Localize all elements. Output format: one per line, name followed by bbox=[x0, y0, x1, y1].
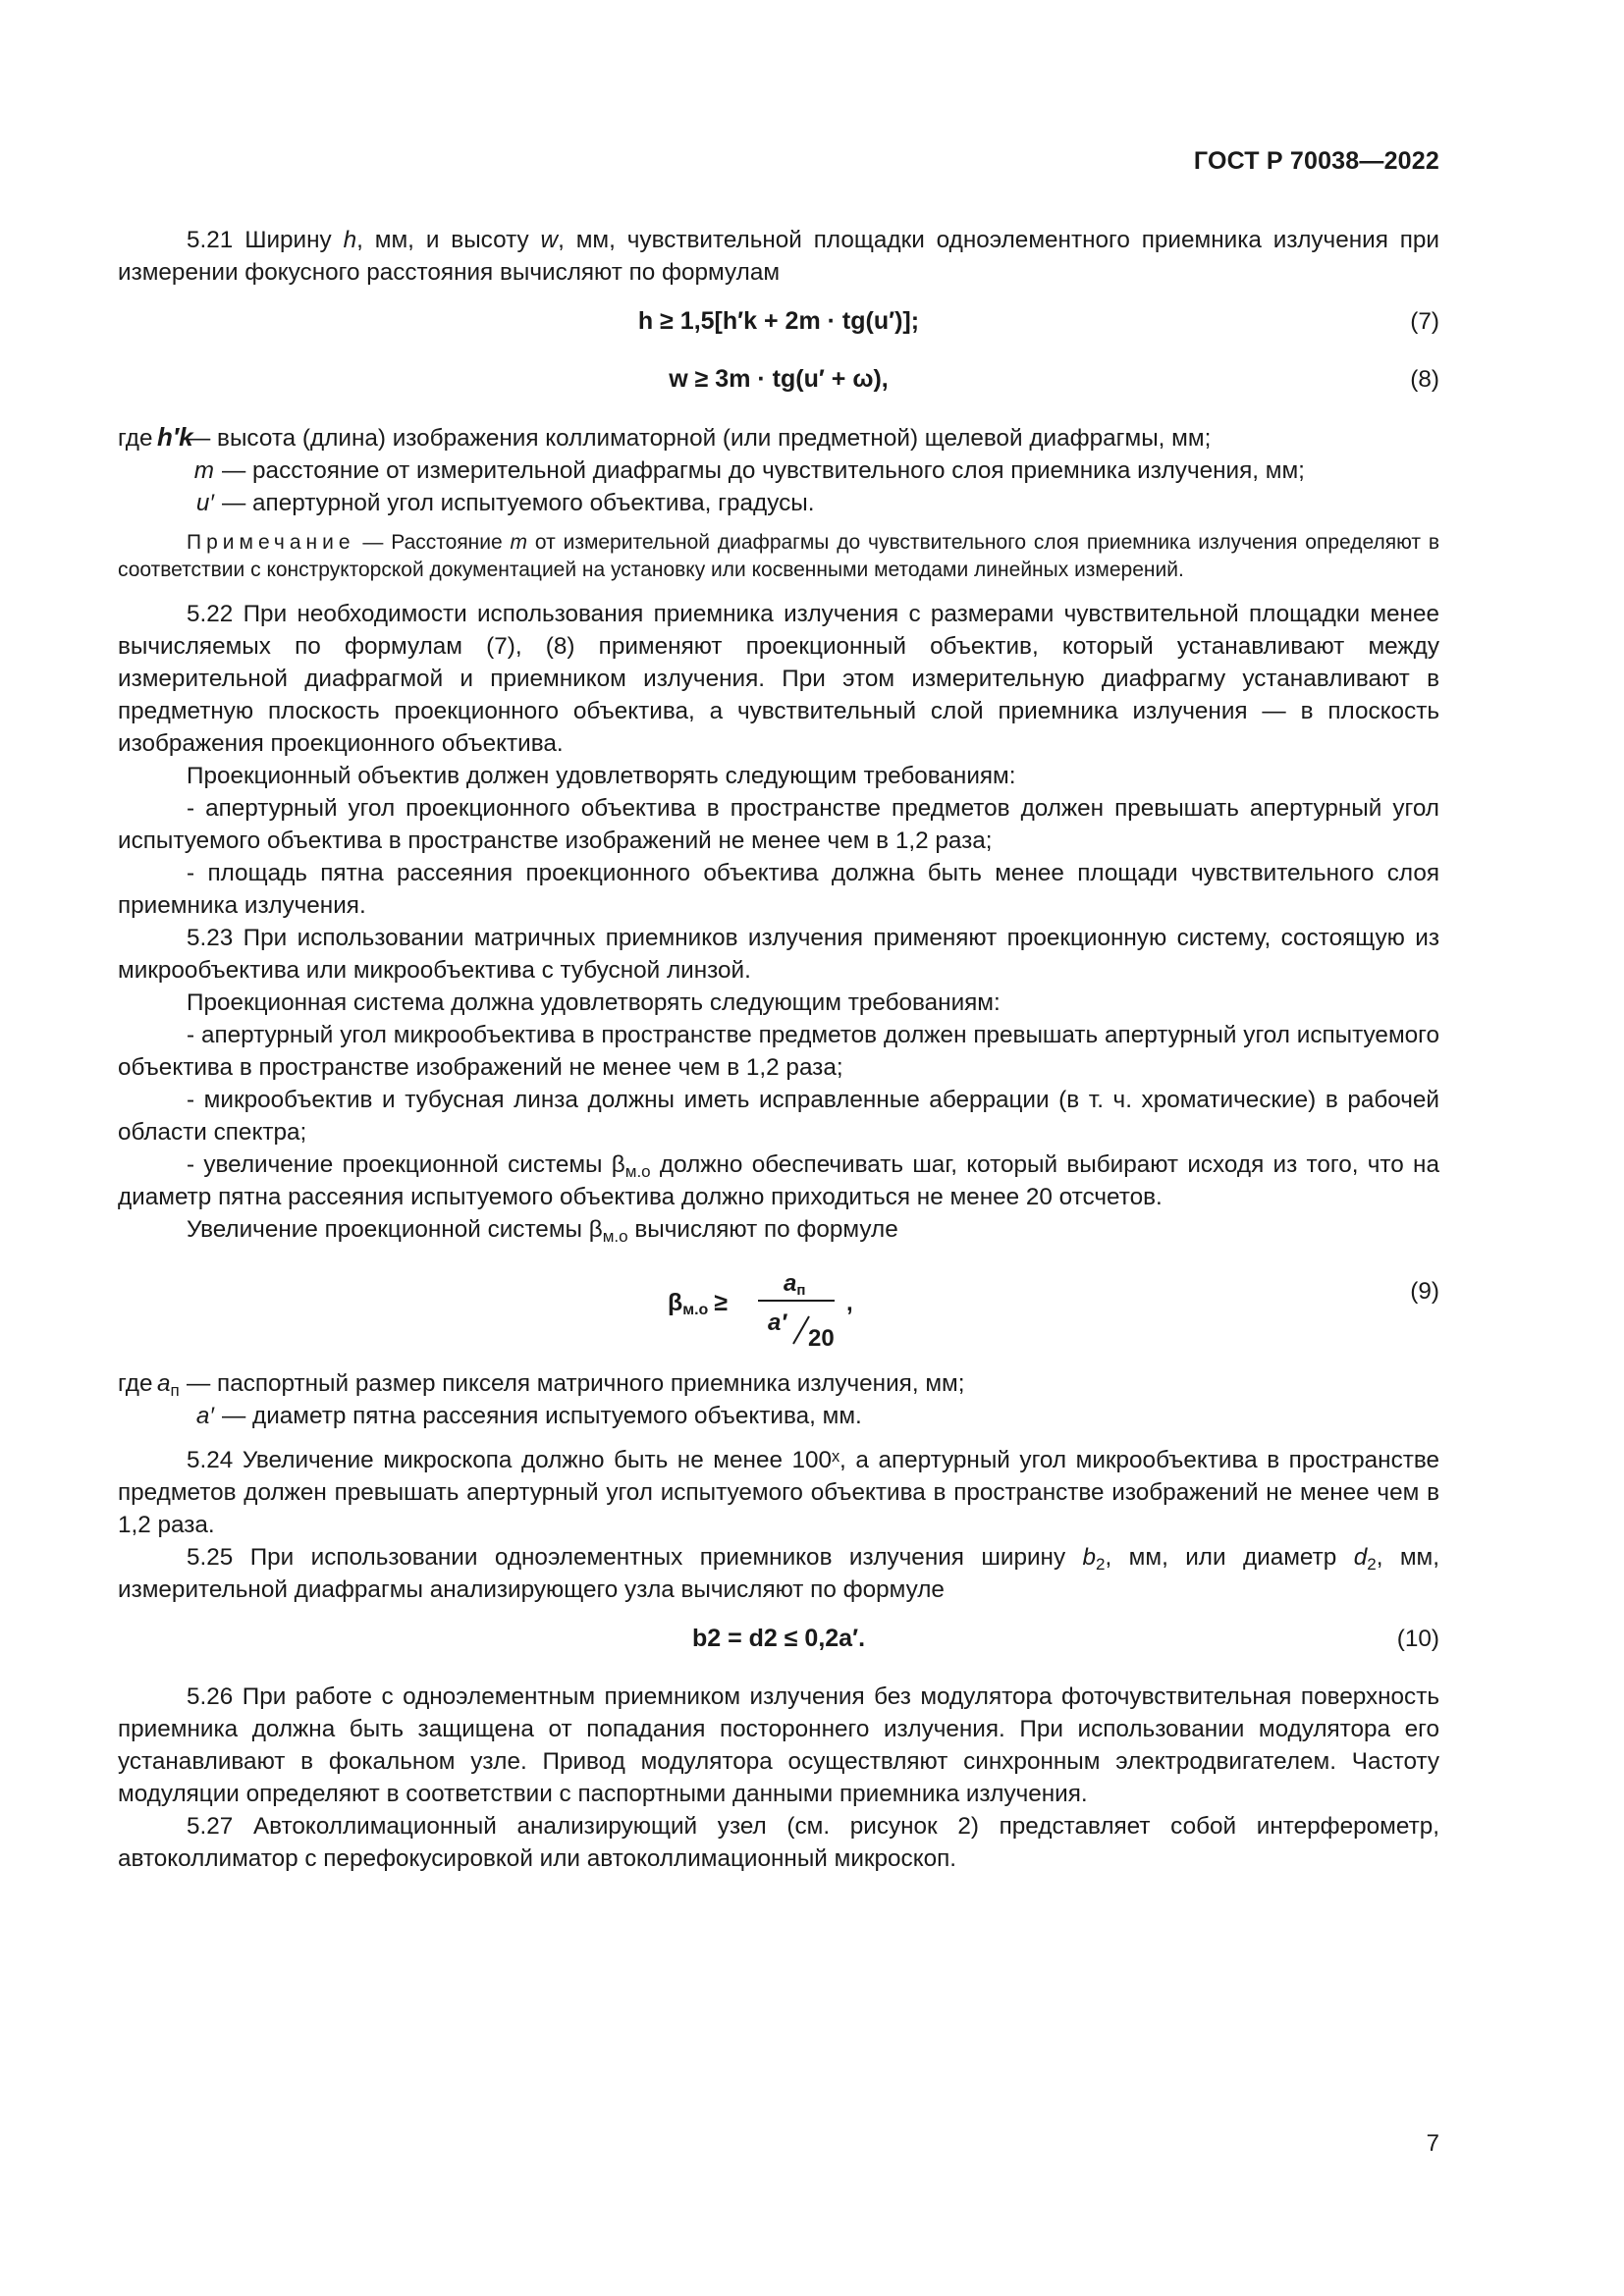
formula-9-number: (9) bbox=[1410, 1278, 1439, 1305]
para-5-24: 5.24 Увеличение микроскопа должно быть не менее 100ˣ, а апертурный угол микрообъектива в пространстве предметов должен превышать апертурный угол испытуемого объектива в пространстве изображений не менее чем в 1,2 раза. bbox=[118, 1447, 1439, 1538]
definitions-9 bbox=[118, 1367, 1439, 1432]
para-5-23-req: Проекционная система должна удовлетворять следующим требованиям: bbox=[187, 989, 1001, 1016]
formula-8-number: (8) bbox=[1410, 366, 1439, 393]
list-item: - увеличение проекционной системы $\beta_{м.о}$ должно обеспечивать шаг, который выбирают исходя из того, что на диаметр пятна рассеяния испытуемого объектива должно приходиться не менее 20 отсчетов. bbox=[118, 1151, 1439, 1210]
formula-8-expression: w ≥ 3m · tg(u′ + ω), bbox=[669, 365, 889, 393]
definition-symbol: u′ bbox=[195, 490, 214, 516]
list-item: - апертурный угол проекционного объектива в пространстве предметов должен превышать апертурный угол испытуемого объектива в пространстве изображений не менее чем в 1,2 раза; bbox=[118, 795, 1439, 854]
note-5-21: Примечание — Расстояние m от измерительной диафрагмы до чувствительного слоя приемника излучения определяют в соответствии с конструкторской документацией на установку или косвенными методами линейных измерений. bbox=[118, 531, 1439, 581]
definition-symbol: h′k bbox=[157, 422, 193, 452]
definition-item: где $a_п$ — паспортный размер пикселя матричного приемника излучения, мм; bbox=[118, 1367, 1439, 1400]
definitions-7-8 bbox=[118, 421, 1439, 519]
formula-10-expression: b2 = d2 ≤ 0,2a′. bbox=[691, 1625, 866, 1652]
para-5-27: 5.27 Автоколлимационный анализирующий узел (см. рисунок 2) представляет собой интерферометр, автоколлиматор с перефокусировкой или автоколлимационный микроскоп. bbox=[118, 1813, 1439, 1872]
page-number: 7 bbox=[1426, 2130, 1439, 2157]
formula-10-number: (10) bbox=[1396, 1626, 1439, 1652]
definition-symbol: a′ bbox=[195, 1403, 214, 1429]
definition-item: m — расстояние от измерительной диафрагмы до чувствительного слоя приемника излучения, мм; bbox=[118, 454, 1439, 487]
definition-item: a′ — диаметр пятна рассеяния испытуемого объектива, мм. bbox=[118, 1400, 1439, 1432]
para-5-22: 5.22 При необходимости использования приемника излучения с размерами чувствительной площадки менее вычисляемых по формулам (7), (8) применяют проекционный объектив, который устанавливают между измерительной диафрагмой и приемником излучения. При этом измерительную диафрагму устанавливают в предметную плоскость проекционного объектива, а чувствительный слой приемника излучения — в плоскость изображения проекционного объектива. bbox=[118, 601, 1439, 757]
document-id: ГОСТ Р 70038—2022 bbox=[1193, 147, 1439, 175]
definition-symbol: m bbox=[193, 457, 214, 484]
formula-9-denominator-20: 20 bbox=[808, 1325, 835, 1350]
formula-9-denominator: a′ bbox=[768, 1309, 787, 1336]
formula-9-expression bbox=[668, 1259, 1001, 1350]
para-5-23: 5.23 При использовании матричных приемников излучения применяют проекционную систему, состоящую из микрообъектива или микрообъектива с тубусной линзой. bbox=[118, 925, 1439, 984]
definition-item: где h′k — высота (длина) изображения коллиматорной (или предметной) щелевой диафрагмы, мм; bbox=[118, 422, 1212, 452]
list-item: - апертурный угол микрообъектива в пространстве предметов должен превышать апертурный угол испытуемого объектива в пространстве изображений не менее чем в 1,2 раза; bbox=[118, 1022, 1439, 1081]
formula-7 bbox=[118, 305, 1439, 341]
para-5-22-req: Проекционный объектив должен удовлетворять следующим требованиям: bbox=[187, 763, 1016, 789]
slash bbox=[793, 1316, 809, 1344]
formula-8 bbox=[118, 363, 1439, 399]
formula-9-numerator: aп bbox=[784, 1270, 806, 1299]
svg-text:,: , bbox=[846, 1290, 853, 1316]
definition-item: u′ — апертурной угол испытуемого объектива, градусы. bbox=[118, 487, 1439, 519]
formula-10 bbox=[118, 1623, 1439, 1658]
para-5-21: 5.21 Ширину h, мм, и высоту w, мм, чувствительной площадки одноэлементного приемника излучения при измерении фокусного расстояния вычисляют по формулам bbox=[118, 227, 1440, 286]
list-item: - микрообъектив и тубусная линза должны иметь исправленные аберрации (в т. ч. хроматические) в рабочей области спектра; bbox=[118, 1087, 1439, 1146]
para-5-26: 5.26 При работе с одноэлементным приемником излучения без модулятора фоточувствительная поверхность приемника должна быть защищена от попадания постороннего излучения. При использовании модулятора его устанавливают в фокальном узле. Привод модулятора осуществляют синхронным электродвигателем. Частоту модуляции определяют в соответствии с паспортными данными приемника излучения. bbox=[118, 1683, 1439, 1807]
para-5-23-formula-intro: Увеличение проекционной системы $\beta_{м.о}$ вычисляют по формуле bbox=[187, 1216, 898, 1246]
formula-9-lhs: βм.о ≥ bbox=[668, 1289, 729, 1318]
list-item: - площадь пятна рассеяния проекционного объектива должна быть менее площади чувствительного слоя приемника излучения. bbox=[118, 860, 1439, 919]
page-body bbox=[118, 224, 1439, 1875]
formula-9 bbox=[118, 1259, 1439, 1350]
formula-7-expression: h ≥ 1,5[h′k + 2m · tg(u′)]; bbox=[637, 307, 920, 335]
definition-symbol: $a_п$ bbox=[157, 1370, 180, 1400]
formula-7-number: (7) bbox=[1410, 308, 1439, 335]
para-5-25: 5.25 При использовании одноэлементных приемников излучения ширину $b_2$, мм, или диаметр $d_2$, мм, измерительной диафрагмы анализирующего узла вычисляют по формуле bbox=[118, 1544, 1440, 1603]
